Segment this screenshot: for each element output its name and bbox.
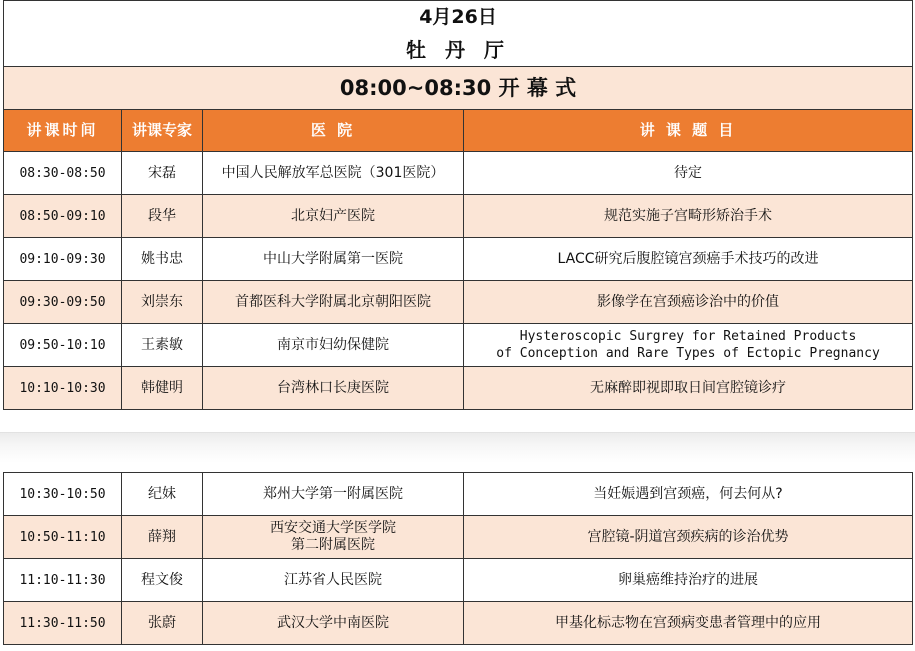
session-hospital: 中国人民解放军总医院（301医院） [203, 152, 464, 195]
session-topic: 宫腔镜-阴道宫颈疾病的诊治优势 [464, 516, 913, 559]
column-header-time: 讲课时间 [4, 110, 122, 152]
session-hospital: 武汉大学中南医院 [203, 602, 464, 645]
table-row [4, 602, 913, 645]
session-speaker: 程文俊 [122, 559, 203, 602]
session-topic: 规范实施子宫畸形矫治手术 [464, 195, 913, 238]
session-time: 09:10-09:30 [4, 238, 122, 281]
session-hospital: 首都医科大学附属北京朝阳医院 [203, 281, 464, 324]
hall-row [4, 34, 913, 67]
session-speaker: 刘崇东 [122, 281, 203, 324]
session-topic-line-2: of Conception and Rare Types of Ectopic Pregnancy [496, 346, 880, 361]
session-time: 09:30-09:50 [4, 281, 122, 324]
session-speaker: 韩健明 [122, 367, 203, 410]
session-time: 08:30-08:50 [4, 152, 122, 195]
opening-ceremony: 08:00~08:30 开 幕 式 [4, 67, 913, 110]
session-topic: 待定 [464, 152, 913, 195]
schedule-table-bottom [3, 472, 913, 645]
session-topic: 甲基化标志物在宫颈病变患者管理中的应用 [464, 602, 913, 645]
hall-name: 牡 丹 厅 [4, 34, 913, 67]
table-row [4, 281, 913, 324]
table-row [4, 324, 913, 367]
session-speaker: 段华 [122, 195, 203, 238]
session-topic [464, 324, 913, 367]
schedule-date: 4月26日 [4, 1, 913, 35]
table-row [4, 516, 913, 559]
session-speaker: 张蔚 [122, 602, 203, 645]
column-header-hospital: 医 院 [203, 110, 464, 152]
session-speaker: 薛翔 [122, 516, 203, 559]
session-topic: 卵巢癌维持治疗的进展 [464, 559, 913, 602]
session-speaker: 姚书忠 [122, 238, 203, 281]
date-row [4, 1, 913, 35]
page-break-gap [0, 432, 915, 463]
session-hospital [203, 516, 464, 559]
opening-row [4, 67, 913, 110]
session-topic-line-1: Hysteroscopic Surgrey for Retained Products [519, 329, 857, 344]
session-topic: 影像学在宫颈癌诊治中的价值 [464, 281, 913, 324]
column-header-row [4, 110, 913, 152]
table-row [4, 473, 913, 516]
table-row [4, 367, 913, 410]
table-row [4, 195, 913, 238]
session-hospital: 北京妇产医院 [203, 195, 464, 238]
session-time: 08:50-09:10 [4, 195, 122, 238]
session-hospital: 中山大学附属第一医院 [203, 238, 464, 281]
session-time: 10:50-11:10 [4, 516, 122, 559]
session-time: 10:30-10:50 [4, 473, 122, 516]
session-speaker: 宋磊 [122, 152, 203, 195]
session-hospital: 台湾林口长庚医院 [203, 367, 464, 410]
session-time: 09:50-10:10 [4, 324, 122, 367]
session-speaker: 纪妹 [122, 473, 203, 516]
table-row [4, 152, 913, 195]
schedule-table-top [3, 0, 913, 410]
column-header-topic: 讲 课 题 目 [464, 110, 913, 152]
session-topic: 无麻醉即视即取日间宫腔镜诊疗 [464, 367, 913, 410]
session-speaker: 王素敏 [122, 324, 203, 367]
session-time: 11:30-11:50 [4, 602, 122, 645]
session-time: 10:10-10:30 [4, 367, 122, 410]
session-hospital: 郑州大学第一附属医院 [203, 473, 464, 516]
column-header-speaker: 讲课专家 [122, 110, 203, 152]
table-row [4, 559, 913, 602]
table-row [4, 238, 913, 281]
session-hospital-line-1: 西安交通大学医学院 [270, 520, 396, 536]
session-topic: LACC研究后腹腔镜宫颈癌手术技巧的改进 [464, 238, 913, 281]
session-hospital-line-2: 第二附属医院 [291, 537, 375, 553]
session-topic: 当妊娠遇到宫颈癌，何去何从? [464, 473, 913, 516]
session-hospital: 江苏省人民医院 [203, 559, 464, 602]
session-time: 11:10-11:30 [4, 559, 122, 602]
session-hospital: 南京市妇幼保健院 [203, 324, 464, 367]
